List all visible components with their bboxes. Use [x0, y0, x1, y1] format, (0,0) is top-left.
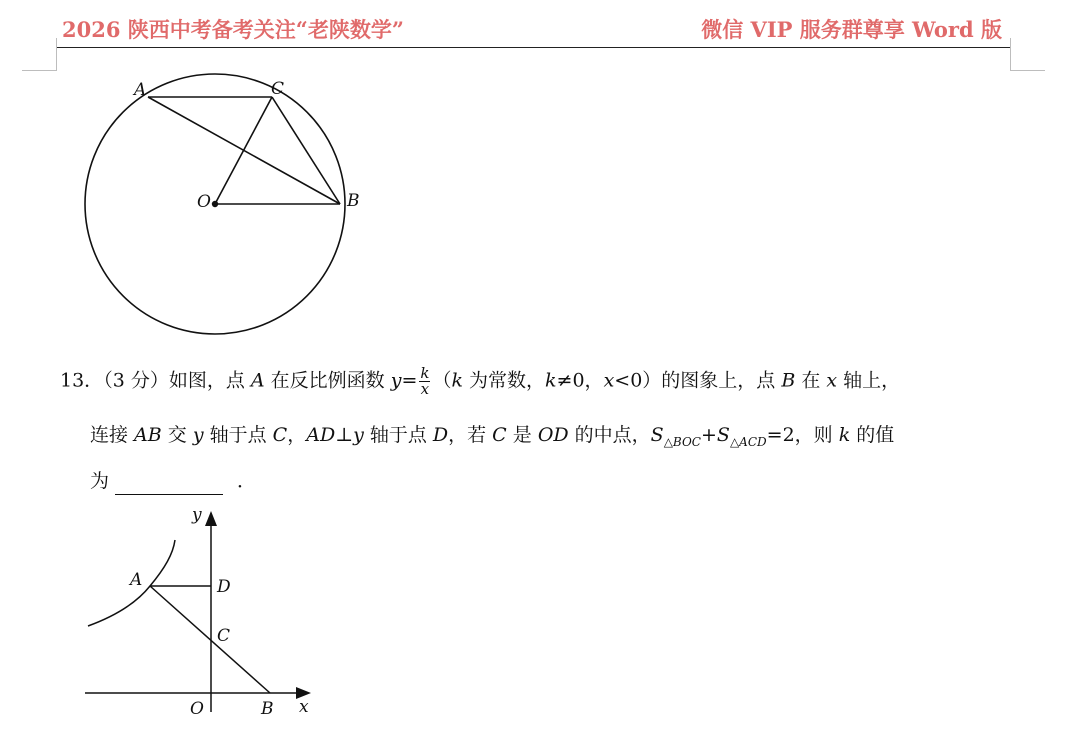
fraction-denominator: x: [420, 380, 430, 398]
q-text: <0）的图象上，点: [614, 369, 782, 392]
var-c: C: [492, 424, 507, 446]
q-text: 为常数，: [462, 369, 546, 392]
q-text: ≠0，: [556, 369, 604, 392]
header-right-title: 微信 VIP 服务群尊享 Word 版: [701, 17, 1002, 42]
q-text: 的中点，: [568, 424, 651, 446]
q-text: 交: [161, 424, 193, 446]
var-k: k: [451, 369, 463, 392]
radius-oc: [215, 97, 272, 204]
segment-cb: [272, 97, 340, 204]
label-a: A: [134, 80, 147, 100]
segment-ab-line: [150, 586, 270, 693]
q-text: 为: [90, 470, 110, 492]
question-13-line-1: [60, 366, 900, 397]
plus-sign: +: [701, 424, 717, 446]
q-text: 在反比例函数: [264, 369, 391, 392]
label-b-point: B: [261, 699, 274, 719]
q-text: ，: [287, 424, 307, 446]
page-corner-mark-right: [1010, 38, 1045, 71]
var-x: x: [826, 369, 838, 392]
header-left-title: 2026 陕西中考备考关注“老陕数学”: [62, 17, 404, 42]
var-x: x: [603, 369, 615, 392]
var-d: D: [432, 424, 449, 446]
var-y: y: [390, 369, 402, 392]
answer-blank[interactable]: [115, 474, 223, 495]
var-c: C: [272, 424, 288, 446]
circle-figure: [70, 70, 380, 345]
var-b: B: [781, 369, 796, 392]
q-text: ，若: [448, 424, 493, 446]
subscript-boc: △BOC: [663, 434, 701, 449]
fraction-k-over-x: [419, 366, 430, 397]
label-y-axis: y: [192, 505, 202, 525]
question-13-line-2: [90, 421, 894, 456]
q-text: 轴于点: [363, 424, 433, 446]
var-y: y: [192, 424, 204, 446]
label-c: C: [271, 79, 285, 99]
label-c-point: C: [217, 626, 231, 646]
q-text: 轴上，: [837, 369, 901, 392]
header-divider: [56, 47, 1010, 48]
perpendicular-symbol: ⊥: [335, 424, 354, 446]
var-a: A: [250, 369, 265, 392]
question-13-line-3: [90, 467, 256, 495]
q-text: 的值: [850, 424, 895, 446]
var-od: OD: [537, 424, 569, 446]
var-k: k: [545, 369, 557, 392]
center-point-o: [212, 201, 218, 207]
q-text: 轴于点: [203, 424, 273, 446]
q-text: =2，则: [766, 424, 839, 446]
label-d-point: D: [217, 577, 231, 597]
label-a-point: A: [130, 570, 143, 590]
q-text: ．: [237, 470, 257, 492]
page-corner-mark-left: [22, 38, 57, 71]
var-ab: AB: [134, 424, 162, 446]
equals-sign: =: [401, 369, 418, 392]
question-score: （3 分）: [103, 369, 169, 392]
var-s: S: [650, 424, 664, 446]
var-k: k: [838, 424, 851, 446]
question-number: 13．: [60, 369, 104, 392]
q-text: 在: [795, 369, 827, 392]
q-text: （: [432, 369, 452, 392]
subscript-acd: △ACD: [729, 434, 767, 449]
label-o-origin: O: [190, 699, 204, 719]
q-text: 是: [506, 424, 538, 446]
var-y: y: [353, 424, 364, 446]
var-ad: AD: [306, 424, 336, 446]
label-x-axis: x: [299, 697, 309, 717]
q-text: 如图，点: [168, 369, 251, 392]
q-text: 连接: [90, 424, 135, 446]
var-s: S: [716, 424, 730, 446]
label-b: B: [347, 191, 360, 211]
label-o: O: [197, 192, 211, 212]
fraction-numerator: k: [420, 364, 430, 382]
coordinate-figure: [80, 500, 330, 722]
